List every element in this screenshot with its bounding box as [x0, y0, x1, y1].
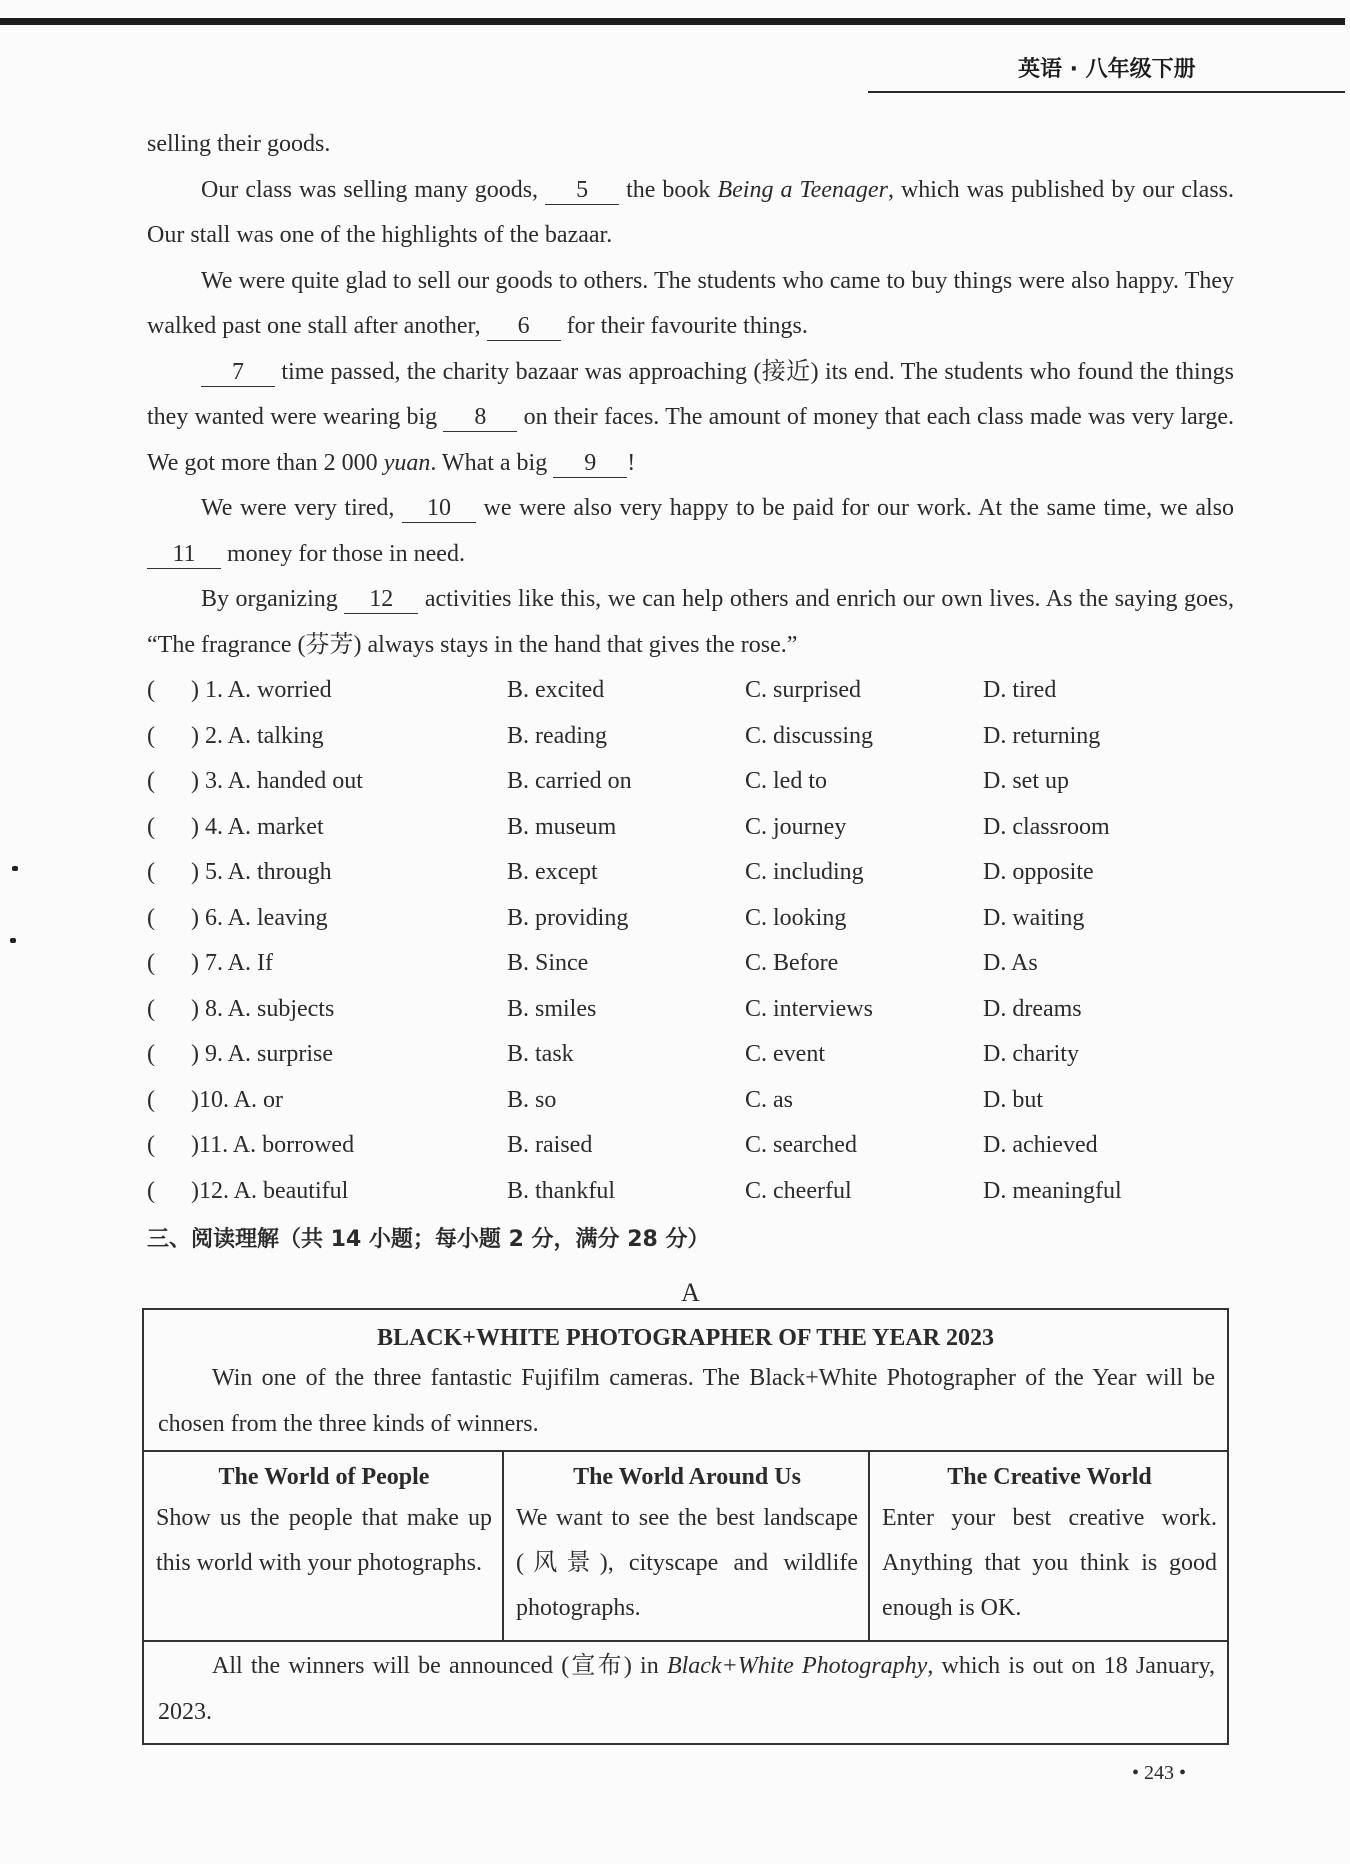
option-row	[147, 941, 1234, 987]
question-choice-a: ( ) 1. A. worried	[147, 677, 332, 704]
ad-categories	[144, 1450, 1227, 1642]
choice-c: C. led to	[745, 768, 827, 795]
choice-c: C. journey	[745, 813, 847, 840]
text: All the winners will be announced (宣布) in	[212, 1653, 667, 1679]
category-people	[144, 1452, 502, 1640]
choice-c: C. cheerful	[745, 1177, 852, 1204]
choice-b: B. excited	[507, 677, 605, 704]
option-row	[147, 987, 1234, 1033]
question-choice-a: ( )10. A. or	[147, 1086, 283, 1113]
text: !	[627, 449, 636, 476]
choice-d: D. waiting	[983, 904, 1085, 931]
text: , which is out on 18 January, 2023.	[158, 1653, 1216, 1725]
choice-c: C. looking	[745, 904, 847, 931]
text: We were quite glad to sell our goods to others. The students who came to buy things were also happy. They walked past one stall after another,	[147, 267, 1234, 339]
page-number: • 243 •	[1132, 1762, 1187, 1784]
option-row	[147, 714, 1234, 760]
choice-c: C. Before	[745, 950, 839, 977]
passage-paragraph-3	[147, 350, 1234, 487]
text: on their faces. The amount of money that each class made was very large. We got more than 2 000	[147, 404, 1234, 476]
text: the book	[619, 176, 718, 203]
blank-5: 5	[545, 176, 619, 205]
section-heading: 三、阅读理解（共 14 小题；每小题 2 分，满分 28 分）	[147, 1227, 710, 1252]
choice-b: B. museum	[507, 813, 617, 840]
question-choice-a: ( ) 4. A. market	[147, 813, 324, 840]
choice-b: B. smiles	[507, 995, 597, 1022]
passage-letter: A	[681, 1278, 700, 1307]
text: time passed, the charity bazaar was approaching (接近) its end. The students who found the things they wanted were wearing big	[147, 358, 1234, 430]
choice-b: B. except	[507, 859, 598, 886]
option-row	[147, 1123, 1234, 1169]
choice-c: C. searched	[745, 1132, 857, 1159]
category-heading: The World of People	[218, 1464, 430, 1490]
text: By organizing	[201, 586, 345, 612]
text: we were also very happy to be paid for our work. At the same time, we also	[475, 495, 1234, 521]
book-title-italic: Being a Teenager	[717, 176, 888, 203]
blank-12: 12	[344, 585, 418, 614]
passage-paragraph-2	[147, 259, 1234, 350]
margin-mark	[10, 938, 16, 943]
category-creative	[868, 1452, 1227, 1640]
ad-intro: Win one of the three fantastic Fujifilm cameras. The Black+White Photographer of the Year will be chosen from the three kinds of winners.	[158, 1365, 1215, 1437]
question-choice-a: ( )11. A. borrowed	[147, 1132, 355, 1159]
choice-b: B. reading	[507, 722, 607, 749]
passage-paragraph-0: selling their goods.	[147, 131, 331, 157]
question-choice-a: ( ) 3. A. handed out	[147, 768, 363, 795]
header-rule	[868, 91, 1345, 93]
choice-c: C. including	[745, 859, 864, 886]
question-choice-a: ( ) 8. A. subjects	[147, 995, 335, 1022]
choice-d: D. tired	[983, 677, 1057, 704]
question-choice-a: ( )12. A. beautiful	[147, 1177, 349, 1204]
question-choice-a: ( ) 2. A. talking	[147, 722, 324, 749]
blank-8: 8	[443, 403, 517, 432]
choice-b: B. so	[507, 1086, 557, 1113]
option-row	[147, 668, 1234, 714]
choice-d: D. but	[983, 1086, 1043, 1113]
question-choice-a: ( ) 7. A. If	[147, 950, 273, 977]
text: activities like this, we can help others and enrich our own lives. As the saying goes, “The fragrance (芬芳) always stays in the hand that gives the rose.”	[147, 586, 1234, 658]
option-row	[147, 896, 1234, 942]
currency-italic: yuan	[383, 449, 431, 476]
question-choice-a: ( ) 6. A. leaving	[147, 904, 328, 931]
choice-d: D. set up	[983, 768, 1069, 795]
choice-d: D. meaningful	[983, 1177, 1122, 1204]
choice-b: B. providing	[507, 904, 629, 931]
ad-title: BLACK+WHITE PHOTOGRAPHER OF THE YEAR 2023	[376, 1325, 995, 1351]
blank-7: 7	[201, 358, 275, 387]
question-choice-a: ( ) 9. A. surprise	[147, 1041, 333, 1068]
choice-c: C. interviews	[745, 995, 873, 1022]
choice-c: C. event	[745, 1041, 825, 1068]
passage-paragraph-4	[147, 486, 1234, 577]
text: for their favourite things.	[560, 313, 808, 339]
category-heading: The Creative World	[947, 1464, 1152, 1490]
margin-mark	[12, 866, 18, 871]
choice-c: C. discussing	[745, 722, 874, 749]
choice-d: D. As	[983, 950, 1038, 977]
text: Our class was selling many goods,	[201, 176, 546, 203]
book-title: 英语 · 八年级下册	[1018, 57, 1196, 82]
ad-footer	[158, 1644, 1215, 1735]
text: , which was published by our class. Our stall was one of the highlights of the bazaar.	[147, 176, 1235, 248]
photo-contest-ad	[142, 1308, 1229, 1745]
choice-b: B. Since	[507, 950, 589, 977]
choice-d: D. classroom	[983, 813, 1110, 840]
choice-d: D. achieved	[983, 1132, 1098, 1159]
text: . What a big	[430, 449, 554, 476]
choice-b: B. carried on	[507, 768, 632, 795]
blank-11: 11	[147, 540, 221, 569]
option-row	[147, 1169, 1234, 1215]
answer-options	[147, 668, 1234, 1214]
magazine-title-italic: Black+White Photography	[666, 1653, 928, 1679]
category-description: Show us the people that make up this world with your photographs.	[156, 1505, 492, 1576]
choice-b: B. thankful	[507, 1177, 615, 1204]
choice-d: D. returning	[983, 722, 1101, 749]
option-row	[147, 850, 1234, 896]
category-heading: The World Around Us	[573, 1464, 801, 1490]
category-description: We want to see the best landscape (风景), cityscape and wildlife photographs.	[516, 1505, 858, 1621]
text: We were very tired,	[201, 495, 402, 521]
blank-10: 10	[402, 494, 476, 523]
choice-d: D. dreams	[983, 995, 1082, 1022]
question-choice-a: ( ) 5. A. through	[147, 859, 332, 886]
category-world	[502, 1452, 868, 1640]
option-row	[147, 1078, 1234, 1124]
blank-6: 6	[487, 312, 561, 341]
page-content	[147, 122, 1234, 1319]
text: money for those in need.	[221, 540, 465, 567]
passage-paragraph-1	[147, 168, 1234, 259]
choice-c: C. as	[745, 1086, 793, 1113]
passage-paragraph-5	[147, 577, 1234, 668]
choice-b: B. task	[507, 1041, 574, 1068]
option-row	[147, 805, 1234, 851]
top-rule	[0, 18, 1345, 25]
choice-b: B. raised	[507, 1132, 593, 1159]
option-row	[147, 759, 1234, 805]
blank-9: 9	[553, 449, 627, 478]
choice-c: C. surprised	[745, 677, 861, 704]
choice-d: D. charity	[983, 1041, 1079, 1068]
choice-d: D. opposite	[983, 859, 1094, 886]
category-description: Enter your best creative work. Anything that you think is good enough is OK.	[882, 1505, 1217, 1621]
option-row	[147, 1032, 1234, 1078]
